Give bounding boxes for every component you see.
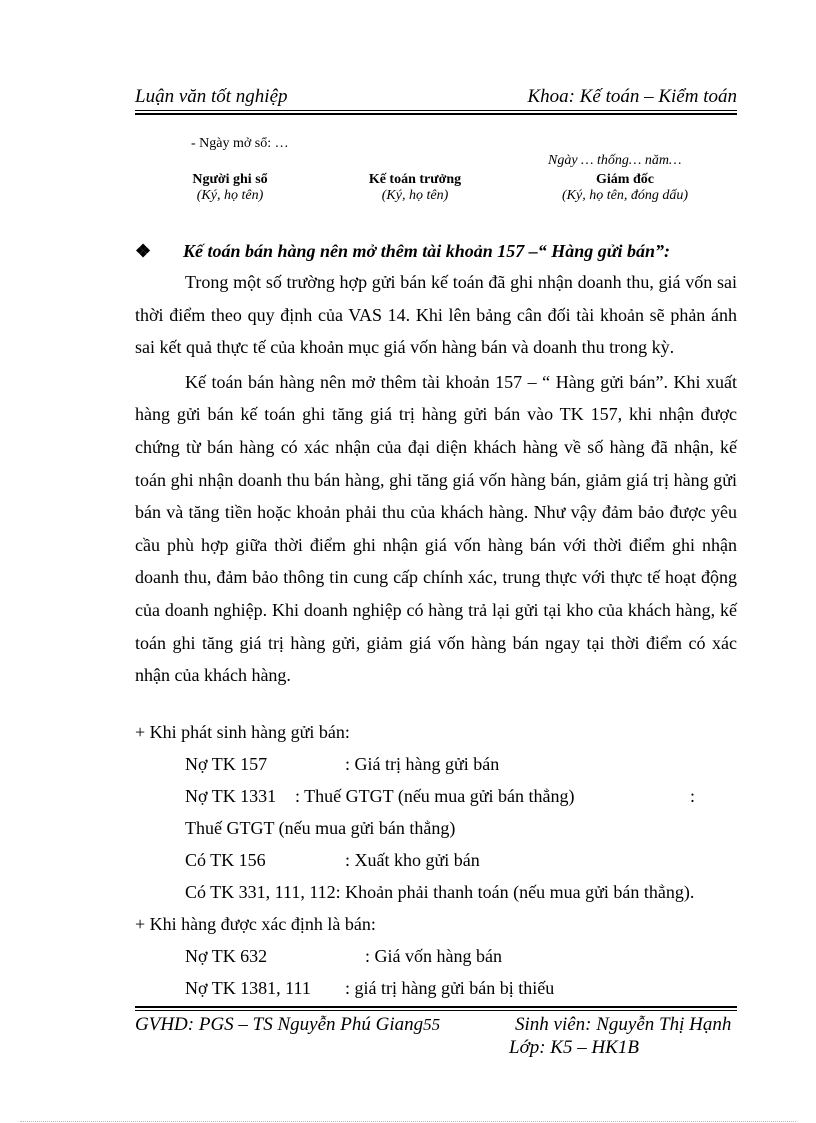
account-desc: : giá trị hàng gửi bán bị thiếu — [345, 978, 555, 998]
footer-rule-thick — [135, 1006, 737, 1008]
entry-debit-1331 — [185, 786, 575, 807]
header-thesis-title: Luận văn tốt nghiệp — [135, 86, 288, 107]
account-code: Nợ TK 1381, 111 — [185, 978, 311, 998]
signature-sub: (Ký, họ tên, đóng dấu) — [562, 188, 688, 203]
page-number: 55 — [423, 1015, 441, 1034]
body-text — [135, 266, 737, 692]
account-code: Nợ TK 1331 — [185, 786, 277, 806]
page-bottom-dotted-border — [20, 1121, 796, 1122]
signature-sub: (Ký, họ tên) — [196, 188, 264, 203]
header-rule-thin — [135, 110, 737, 111]
header-faculty: Khoa: Kế toán – Kiểm toán — [527, 86, 737, 107]
case-2-title: + Khi hàng được xác định là bán: — [135, 914, 376, 934]
signature-chief-accountant — [335, 172, 495, 204]
entry-credit-156 — [185, 850, 480, 871]
account-code: Nợ TK 632 — [185, 946, 268, 966]
signature-title: Kế toán trưởng — [368, 172, 462, 187]
header-rule-thick — [135, 113, 737, 115]
date-line: Ngày … thống… năm… — [548, 153, 682, 168]
account-code: Có TK 156 — [185, 850, 266, 870]
account-desc: : Xuất kho gửi bán — [345, 850, 480, 870]
entry-debit-1381 — [185, 978, 554, 999]
signature-recorder — [160, 172, 300, 204]
paragraph-1: Trong một số trường hợp gửi bán kế toán đã ghi nhận doanh thu, giá vốn sai thời điểm theo quy định của VAS 14. Khi lên bảng cân đối tài khoản sẽ phản ánh sai kết quả thực tế của khoản mục giá vốn hàng bán và doanh thu trong kỳ. — [135, 272, 737, 358]
account-desc: : Thuế GTGT (nếu mua gửi bán thẳng) — [295, 786, 575, 806]
footer-student: Sinh viên: Nguyễn Thị Hạnh — [515, 1014, 732, 1035]
entry-1331-continuation: Thuế GTGT (nếu mua gửi bán thẳng) — [185, 818, 456, 838]
section-heading — [135, 241, 670, 262]
case-1-title: + Khi phát sinh hàng gửi bán: — [135, 722, 350, 742]
advisor-name: GVHD: PGS – TS Nguyễn Phú Giang — [135, 1014, 424, 1035]
signature-director — [535, 172, 715, 204]
signature-title: Người ghi sổ — [192, 172, 268, 187]
footer-advisor — [135, 1014, 440, 1036]
section-heading-text: Kế toán bán hàng nên mở thêm tài khoản 157 –“ Hàng gửi bán”: — [183, 241, 671, 261]
paragraph-2: Kế toán bán hàng nên mở thêm tài khoản 157 – “ Hàng gửi bán”. Khi xuất hàng gửi bán kế toán ghi tăng giá trị hàng gửi bán vào TK 157, khi nhận được chứng từ bán hàng có xác nhận của đại diện khách hàng về số hàng đã nhận, kế toán ghi nhận doanh thu bán hàng, ghi tăng giá vốn hàng bán, giảm giá trị hàng gửi bán và tăng tiền hoặc khoản phải thu của khách hàng. Như vậy đảm bảo được yêu cầu phù hợp giữa thời điểm ghi nhận giá vốn hàng bán với thời điểm ghi nhận doanh thu, đảm bảo thông tin cung cấp chính xác, trung thực với thực tế hoạt động của doanh nghiệp. Khi doanh nghiệp có hàng trả lại gửi tại kho của khách hàng, kế toán ghi tăng giá trị hàng gửi, giảm giá vốn hàng bán ngay tại thời điểm có xác nhận của khách hàng. — [135, 371, 737, 686]
footer-rule-thin — [135, 1010, 737, 1011]
account-desc: : Giá trị hàng gửi bán — [345, 754, 500, 774]
footer-class: Lớp: K5 – HK1B — [509, 1037, 639, 1058]
signature-title: Giám đốc — [596, 172, 654, 187]
diamond-bullet-icon: ❖ — [135, 241, 152, 261]
entry-stray-colon: : — [690, 786, 696, 806]
signature-sub: (Ký, họ tên) — [381, 188, 449, 203]
entry-debit-157 — [185, 754, 499, 775]
entry-debit-632 — [185, 946, 502, 967]
open-date-line: - Ngày mở sổ: … — [191, 136, 289, 151]
account-desc: : Giá vốn hàng bán — [365, 946, 502, 966]
entry-credit-331: Có TK 331, 111, 112: Khoản phải thanh toán (nếu mua gửi bán thẳng). — [185, 882, 695, 902]
account-code: Nợ TK 157 — [185, 754, 268, 774]
